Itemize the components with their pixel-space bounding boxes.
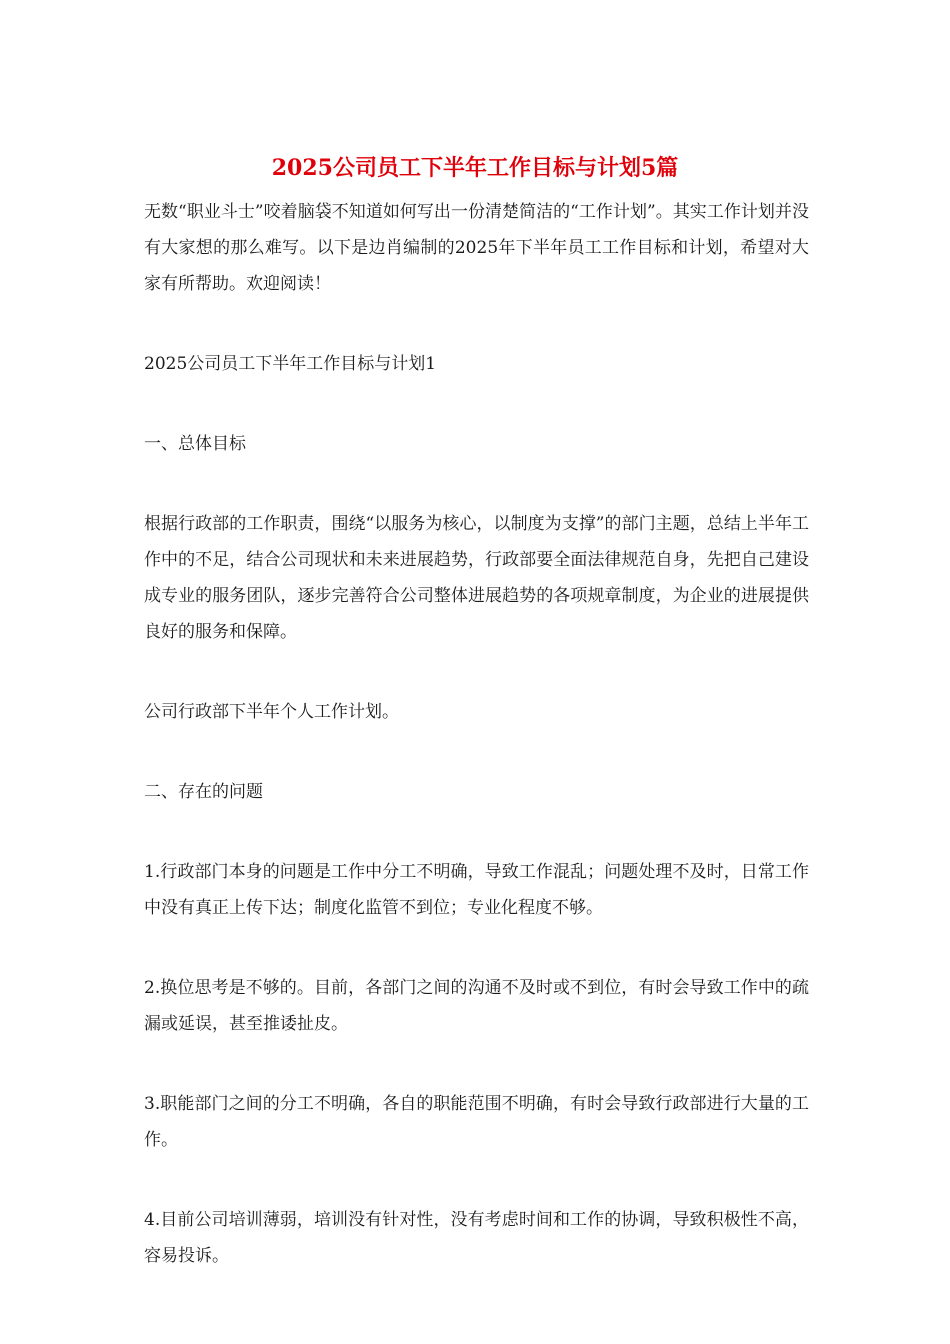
list-item: 4.目前公司培训薄弱，培训没有针对性，没有考虑时间和工作的协调，导致积极性不高，容易投诉。: [144, 1210, 809, 1266]
paragraph-gap: [144, 1158, 809, 1202]
section-heading: 二、存在的问题: [144, 782, 263, 802]
document-body: [144, 194, 809, 1274]
paragraph-gap: [144, 730, 809, 774]
list-item: 2.换位思考是不够的。目前，各部门之间的沟通不及时或不到位，有时会导致工作中的疏漏或延误，甚至推诿扯皮。: [144, 978, 809, 1034]
paragraph-gap: [144, 810, 809, 854]
paragraph-gap: [144, 462, 809, 506]
body-paragraph: 公司行政部下半年个人工作计划。: [144, 702, 399, 722]
paragraph-gap: [144, 926, 809, 970]
intro-paragraph: 无数“职业斗士”咬着脑袋不知道如何写出一份清楚简洁的“工作计划”。其实工作计划并没有大家想的那么难写。以下是边肖编制的2025年下半年员工工作目标和计划，希望对大家有所帮助。欢迎阅读！: [144, 202, 809, 294]
body-paragraph: 根据行政部的工作职责，围绕“以服务为核心，以制度为支撑”的部门主题，总结上半年工作中的不足，结合公司现状和未来进展趋势，行政部要全面法律规范自身，先把自己建设成专业的服务团队，逐步完善符合公司整体进展趋势的各项规章制度，为企业的进展提供良好的服务和保障。: [144, 514, 809, 642]
list-item: 3.职能部门之间的分工不明确，各自的职能范围不明确，有时会导致行政部进行大量的工作。: [144, 1094, 809, 1150]
document-title: 2025公司员工下半年工作目标与计划5篇: [271, 155, 679, 181]
paragraph-gap: [144, 382, 809, 426]
list-item: 1.行政部门本身的问题是工作中分工不明确，导致工作混乱；问题处理不及时，日常工作中没有真正上传下达；制度化监管不到位；专业化程度不够。: [144, 862, 809, 918]
section-heading: 2025公司员工下半年工作目标与计划1: [144, 354, 437, 374]
section-heading: 一、总体目标: [144, 434, 246, 454]
paragraph-gap: [144, 650, 809, 694]
paragraph-gap: [144, 302, 809, 346]
paragraph-gap: [144, 1042, 809, 1086]
